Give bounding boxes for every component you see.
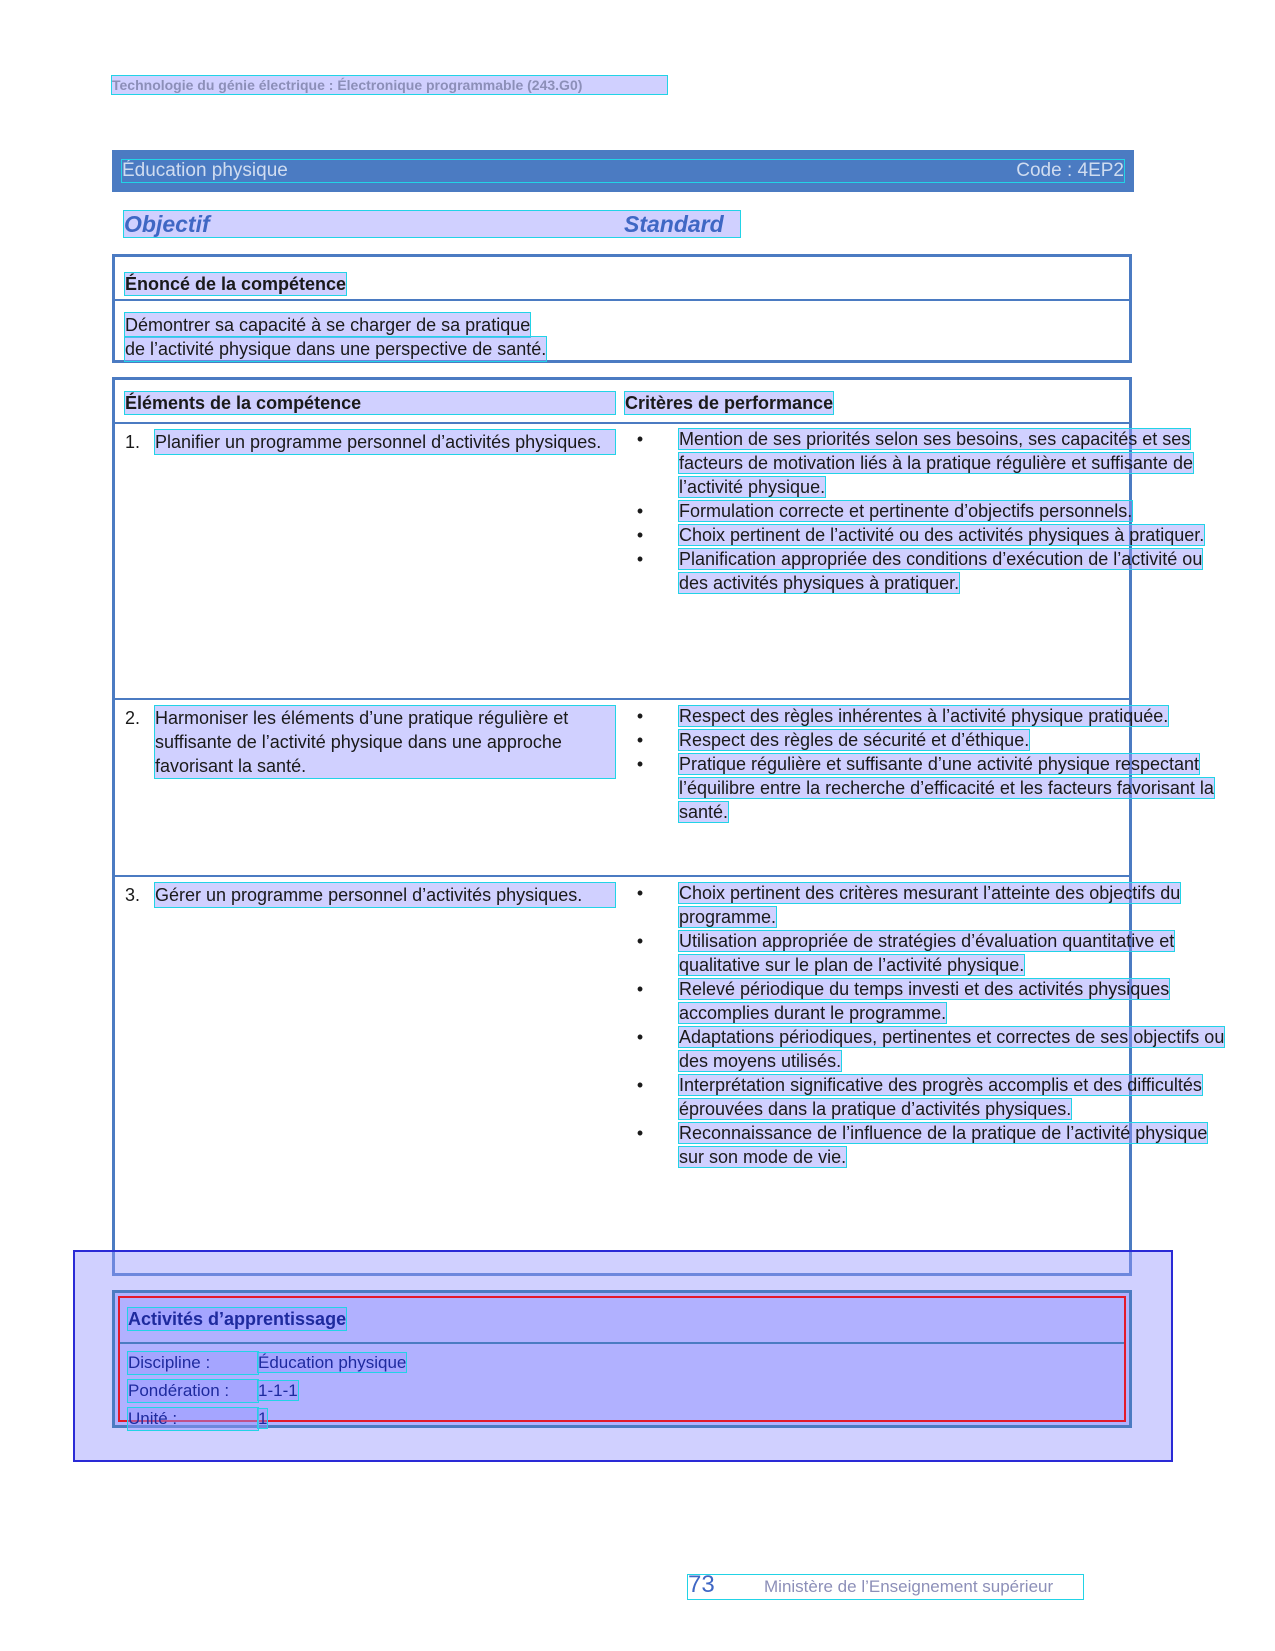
page-footer [688, 1571, 1083, 1599]
ministry-name: Ministère de l’Enseignement supérieur [764, 1577, 1054, 1596]
bullet-icon: • [636, 706, 644, 726]
competence-statement-text [125, 313, 615, 361]
unite-value: 1 [258, 1409, 268, 1428]
unite-row [128, 1408, 267, 1430]
statement-line-1: Démontrer sa capacité à se charger de sa pratique [125, 315, 531, 335]
bullet-icon: • [636, 525, 644, 545]
criteria-list-2 [635, 704, 1231, 824]
criterion-item [635, 929, 1231, 977]
discipline-value: Éducation physique [258, 1353, 407, 1372]
element-row-3 [125, 883, 615, 907]
discipline-label: Discipline : [128, 1352, 258, 1374]
criterion-text: Choix pertinent de l’activité ou des activités physiques à pratiquer. [679, 525, 1205, 545]
criterion-item [635, 1025, 1231, 1073]
learning-activities-box [112, 1290, 1132, 1428]
criterion-item [635, 547, 1231, 595]
criterion-item [635, 1121, 1231, 1169]
criteria-list-1 [635, 427, 1231, 595]
element-text: Harmoniser les éléments d’une pratique régulière et suffisante de l’activité physique dans une approche favorisant la santé. [155, 706, 615, 778]
unite-label: Unité : [128, 1408, 258, 1430]
ponderation-value: 1-1-1 [258, 1381, 298, 1400]
learning-activities-highlight [118, 1296, 1126, 1428]
document-header: Technologie du génie électrique : Électronique programmable (243.G0) [112, 76, 667, 94]
criterion-text: Respect des règles inhérentes à l’activité physique pratiquée. [679, 706, 1169, 726]
ponderation-row [128, 1380, 298, 1402]
criterion-text: Relevé périodique du temps investi et des activités physiques accomplies durant le programme. [679, 979, 1170, 1023]
bullet-icon: • [636, 549, 644, 569]
element-row-1 [125, 430, 615, 454]
criterion-item [635, 1073, 1231, 1121]
elements-column-header: Éléments de la compétence [125, 392, 615, 414]
bullet-icon: • [636, 979, 644, 999]
criterion-text: Reconnaissance de l’influence de la pratique de l’activité physique sur son mode de vie. [679, 1123, 1208, 1167]
objective-standard-row [124, 211, 740, 237]
criterion-text: Choix pertinent des critères mesurant l’atteinte des objectifs du programme. [679, 883, 1181, 927]
criterion-item [635, 499, 1231, 523]
bullet-icon: • [636, 754, 644, 774]
criterion-item [635, 523, 1231, 547]
objectif-label: Objectif [124, 211, 210, 237]
element-text: Gérer un programme personnel d’activités physiques. [155, 883, 615, 907]
bullet-icon: • [636, 1027, 644, 1047]
bullet-icon: • [636, 1123, 644, 1143]
criterion-item [635, 752, 1231, 824]
elements-table [112, 377, 1225, 1276]
discipline-row [128, 1352, 406, 1374]
element-row-2 [125, 706, 615, 778]
criteria-column-header: Critères de performance [625, 393, 834, 413]
bullet-icon: • [636, 501, 644, 521]
criterion-text: Pratique régulière et suffisante d’une activité physique respectant l’équilibre entre la recherche d’efficacité et les facteurs favorisant la santé. [679, 754, 1214, 822]
course-code: Code : 4EP2 [1016, 160, 1124, 181]
criterion-item [635, 881, 1231, 929]
criterion-text: Respect des règles de sécurité et d’éthique. [679, 730, 1030, 750]
element-number: 2. [125, 708, 141, 728]
learning-activities-heading: Activités d’apprentissage [128, 1309, 347, 1329]
competence-statement-heading: Énoncé de la compétence [125, 274, 347, 294]
criteria-list-3 [635, 881, 1231, 1169]
course-name: Éducation physique [122, 160, 288, 181]
page-number: 73 [688, 1571, 715, 1598]
bullet-icon: • [636, 931, 644, 951]
element-number: 1. [125, 432, 141, 452]
bullet-icon: • [636, 883, 644, 903]
criterion-item [635, 427, 1231, 499]
competence-statement-box [112, 254, 1132, 363]
criterion-text: Utilisation appropriée de stratégies d’évaluation quantitative et qualitative sur le plan de l’activité physique. [679, 931, 1175, 975]
criterion-text: Mention de ses priorités selon ses besoins, ses capacités et ses facteurs de motivation liés à la pratique régulière et suffisante de l’activité physique. [679, 429, 1193, 497]
criterion-item [635, 704, 1231, 728]
element-text: Planifier un programme personnel d’activités physiques. [155, 430, 615, 454]
bullet-icon: • [636, 1075, 644, 1095]
course-title-bar [112, 150, 1134, 192]
criterion-item [635, 728, 1231, 752]
bullet-icon: • [636, 730, 644, 750]
criterion-item [635, 977, 1231, 1025]
criterion-text: Formulation correcte et pertinente d’objectifs personnels. [679, 501, 1133, 521]
criterion-text: Adaptations périodiques, pertinentes et correctes de ses objectifs ou des moyens utilisés. [679, 1027, 1225, 1071]
statement-line-2: de l’activité physique dans une perspective de santé. [125, 339, 547, 359]
ponderation-label: Pondération : [128, 1380, 258, 1402]
criterion-text: Interprétation significative des progrès accomplis et des difficultés éprouvées dans la pratique d’activités physiques. [679, 1075, 1202, 1119]
bullet-icon: • [636, 429, 644, 449]
standard-label: Standard [624, 211, 724, 237]
criterion-text: Planification appropriée des conditions d’exécution de l’activité ou des activités physiques à pratiquer. [679, 549, 1203, 593]
element-number: 3. [125, 885, 141, 905]
